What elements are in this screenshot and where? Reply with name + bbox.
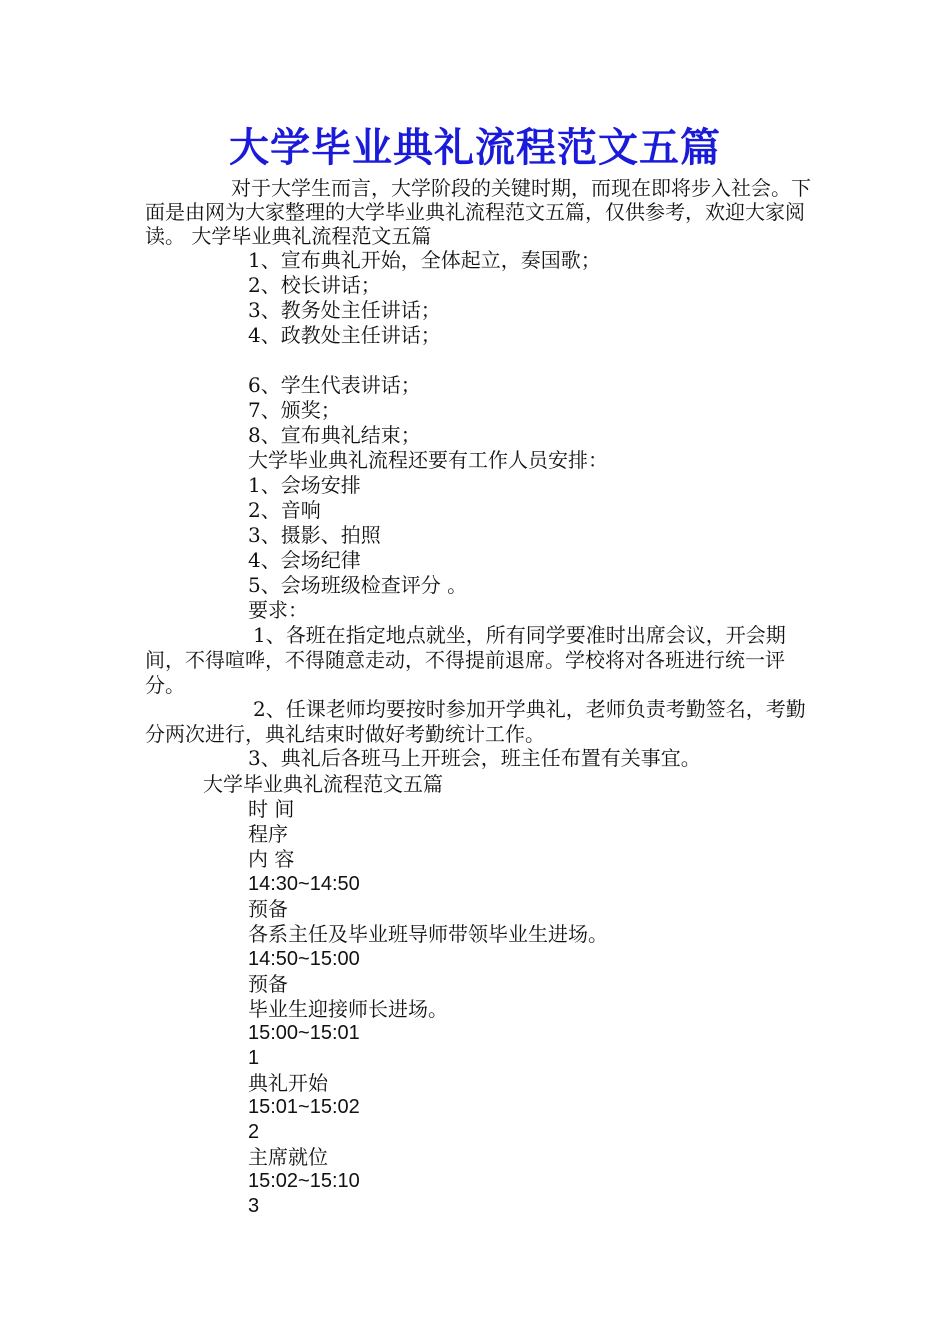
document-title: 大学毕业典礼流程范文五篇	[229, 124, 721, 171]
program-item: 1、宣布典礼开始，全体起立，奏国歌；	[248, 248, 601, 272]
requirement-paragraph: 3、典礼后各班马上开班会，班主任布置有关事宜。	[248, 746, 701, 770]
staff-item: 2、音响	[248, 498, 321, 522]
schedule-line: 1	[248, 1047, 260, 1069]
requirement-paragraph: 1、各班在指定地点就坐，所有同学要准时出席会议，开会期间，不得喧哗，不得随意走动，不得提前退席。学校将对各班进行统一评分。	[145, 623, 786, 697]
schedule-time: 14:50~15:00	[248, 948, 360, 970]
schedule-line: 各系主任及毕业班导师带领毕业生进场。	[248, 922, 608, 946]
schedule-line: 程序	[248, 822, 288, 846]
staff-item: 5、会场班级检查评分 。	[248, 573, 468, 597]
intro-paragraph	[145, 176, 815, 248]
program-item: 7、颁奖；	[248, 398, 341, 422]
program-item: 8、宣布典礼结束；	[248, 423, 421, 447]
schedule-line: 典礼开始	[248, 1071, 328, 1095]
program-item: 2、校长讲话；	[248, 273, 381, 297]
staff-item: 4、会场纪律	[248, 548, 361, 572]
staff-heading: 大学毕业典礼流程还要有工作人员安排：	[248, 448, 608, 472]
schedule-line: 主席就位	[248, 1145, 328, 1169]
schedule-time: 15:01~15:02	[248, 1096, 360, 1118]
schedule-line: 预备	[248, 897, 288, 921]
schedule-time: 15:00~15:01	[248, 1022, 360, 1044]
schedule-line: 2	[248, 1121, 260, 1143]
schedule-line: 内 容	[248, 847, 295, 871]
schedule-line: 毕业生迎接师长进场。	[248, 997, 448, 1021]
requirement-paragraph: 2、任课老师均要按时参加开学典礼，老师负责考勤签名，考勤分两次进行，典礼结束时做好考勤统计工作。	[145, 697, 806, 746]
schedule-time: 14:30~14:50	[248, 873, 360, 895]
staff-item: 3、摄影、拍照	[248, 523, 381, 547]
schedule-line: 预备	[248, 972, 288, 996]
schedule-time: 15:02~15:10	[248, 1170, 360, 1192]
program-item: 6、学生代表讲话；	[248, 373, 421, 397]
intro-text: 对于大学生而言，大学阶段的关键时期，而现在即将步入社会。下面是由网为大家整理的大学毕业典礼流程范文五篇，仅供参考，欢迎大家阅读。 大学毕业典礼流程范文五篇	[145, 176, 811, 248]
program-item: 3、教务处主任讲话；	[248, 298, 441, 322]
schedule-line: 时 间	[248, 797, 295, 821]
requirements-heading: 要求：	[248, 598, 308, 622]
program-item: 4、政教处主任讲话；	[248, 323, 441, 347]
section-heading: 大学毕业典礼流程范文五篇	[203, 772, 443, 796]
staff-item: 1、会场安排	[248, 473, 361, 497]
schedule-line: 3	[248, 1195, 260, 1217]
